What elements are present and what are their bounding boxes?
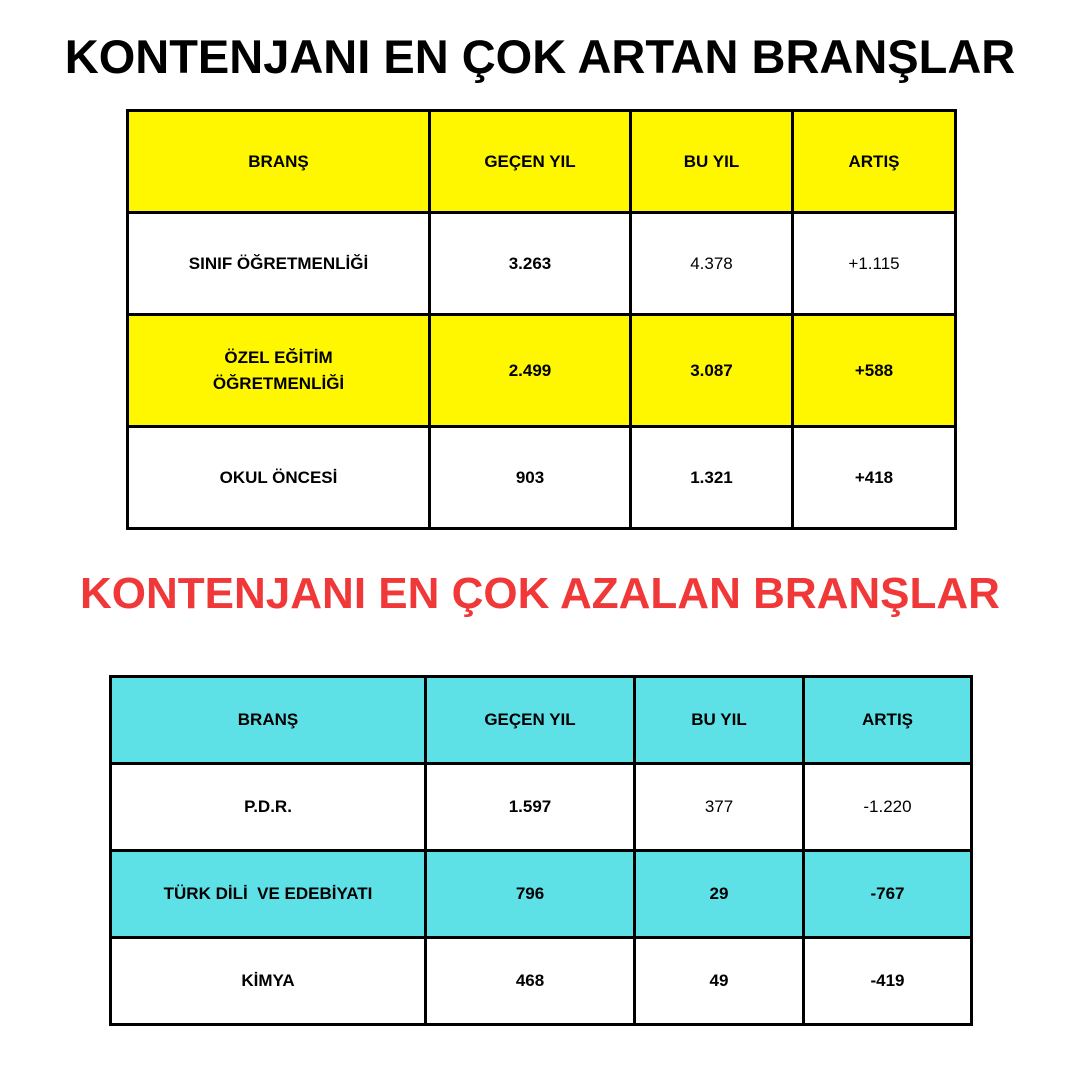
cell-artis: -419 xyxy=(804,938,972,1025)
cell-artis: +1.115 xyxy=(793,213,956,315)
decrease-table xyxy=(109,675,973,1026)
table-row xyxy=(111,764,972,851)
cell-gecen-yil: 796 xyxy=(426,851,635,938)
cell-artis: +588 xyxy=(793,315,956,427)
cell-brans xyxy=(128,315,430,427)
header-bu-yil: BU YIL xyxy=(635,677,804,764)
cell-brans: OKUL ÖNCESİ xyxy=(128,427,430,529)
cell-bu-yil: 49 xyxy=(635,938,804,1025)
cell-bu-yil: 29 xyxy=(635,851,804,938)
cell-bu-yil: 1.321 xyxy=(631,427,793,529)
table-row xyxy=(128,315,956,427)
cell-bu-yil: 377 xyxy=(635,764,804,851)
increase-title: KONTENJANI EN ÇOK ARTAN BRANŞLAR xyxy=(64,30,1016,83)
cell-gecen-yil: 3.263 xyxy=(430,213,631,315)
header-artis: ARTIŞ xyxy=(804,677,972,764)
table-header-row xyxy=(111,677,972,764)
increase-table xyxy=(126,109,957,530)
header-artis: ARTIŞ xyxy=(793,111,956,213)
cell-bu-yil: 3.087 xyxy=(631,315,793,427)
table-row xyxy=(128,213,956,315)
cell-brans-line2: ÖĞRETMENLİĞİ xyxy=(212,373,345,393)
cell-brans: SINIF ÖĞRETMENLİĞİ xyxy=(128,213,430,315)
table-row xyxy=(111,851,972,938)
header-gecen-yil: GEÇEN YIL xyxy=(430,111,631,213)
cell-brans: P.D.R. xyxy=(111,764,426,851)
cell-brans-line1: ÖZEL EĞİTİM xyxy=(224,347,333,367)
cell-gecen-yil: 903 xyxy=(430,427,631,529)
table-row xyxy=(128,427,956,529)
cell-bu-yil: 4.378 xyxy=(631,213,793,315)
cell-gecen-yil: 468 xyxy=(426,938,635,1025)
decrease-title: KONTENJANI EN ÇOK AZALAN BRANŞLAR xyxy=(80,569,1000,618)
cell-gecen-yil: 2.499 xyxy=(430,315,631,427)
header-brans: BRANŞ xyxy=(111,677,426,764)
cell-artis: +418 xyxy=(793,427,956,529)
cell-artis: -767 xyxy=(804,851,972,938)
cell-artis: -1.220 xyxy=(804,764,972,851)
table-row xyxy=(111,938,972,1025)
header-brans: BRANŞ xyxy=(128,111,430,213)
header-bu-yil: BU YIL xyxy=(631,111,793,213)
cell-brans: KİMYA xyxy=(111,938,426,1025)
cell-gecen-yil: 1.597 xyxy=(426,764,635,851)
cell-brans: TÜRK DİLİ VE EDEBİYATI xyxy=(111,851,426,938)
header-gecen-yil: GEÇEN YIL xyxy=(426,677,635,764)
table-header-row xyxy=(128,111,956,213)
